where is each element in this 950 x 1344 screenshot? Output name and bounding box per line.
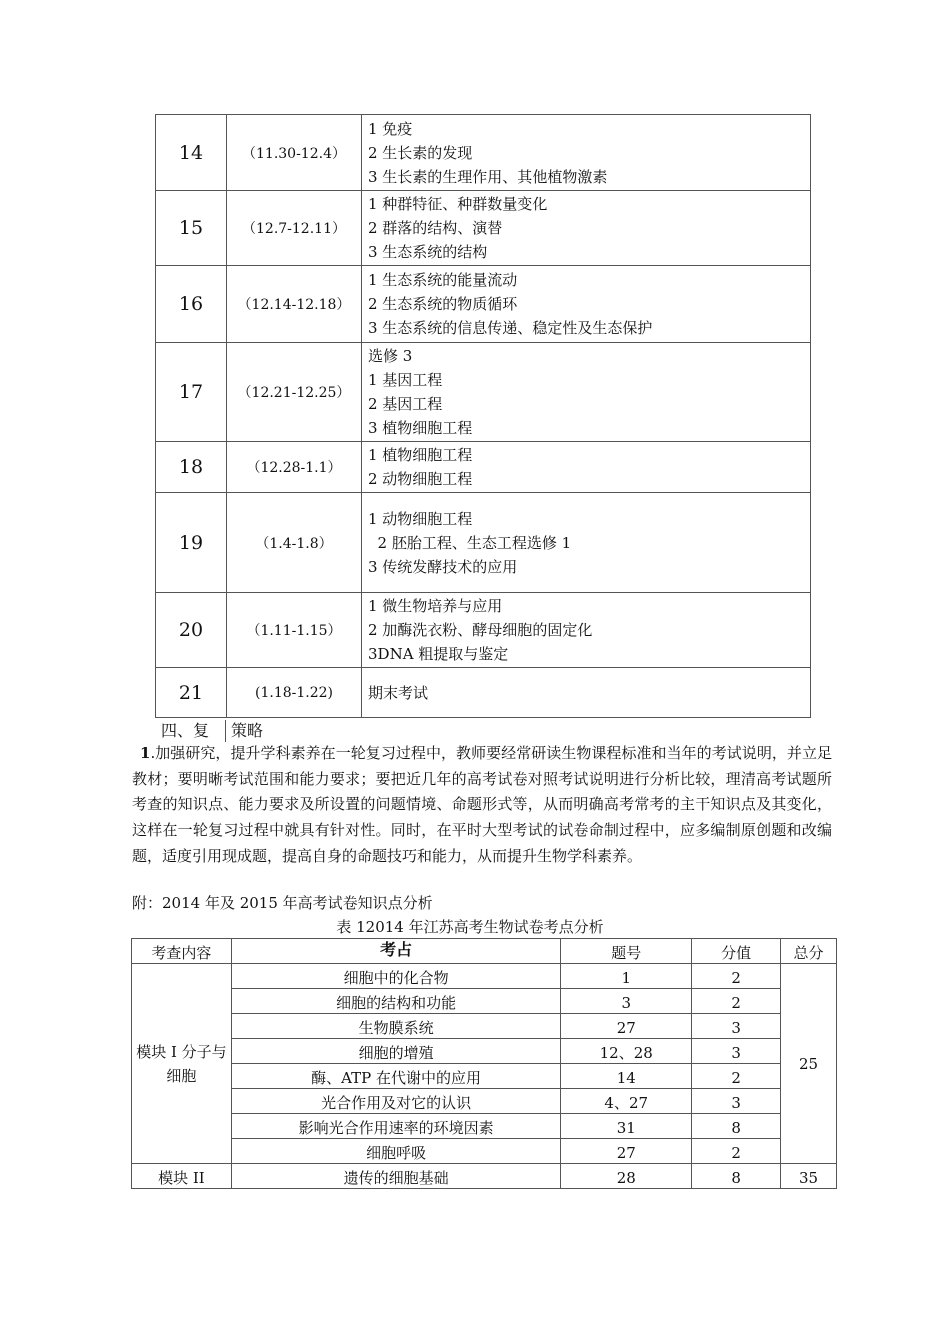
exam-point: 光合作用及对它的认识 <box>231 1089 560 1114</box>
content-line: 1 免疫 <box>368 119 413 138</box>
exam-row <box>132 1164 837 1189</box>
exam-point: 细胞中的化合物 <box>231 964 560 989</box>
strategy-paragraph <box>132 741 832 870</box>
week-number: 16 <box>156 266 227 343</box>
week-number: 17 <box>156 343 227 442</box>
schedule-row <box>156 668 811 718</box>
content-line: 1 基因工程 <box>368 371 443 389</box>
exam-score: 3 <box>692 1039 781 1064</box>
content-line: 1 微生物培养与应用 <box>368 597 503 615</box>
content-line: 3 植物细胞工程 <box>368 419 473 437</box>
exam-row <box>132 1039 837 1064</box>
section-heading-right: 策略 <box>231 721 264 740</box>
exam-row <box>132 964 837 989</box>
appendix-line: 附：2014 年及 2015 年高考试卷知识点分析 <box>132 894 433 912</box>
week-dates: (1.18-1.22) <box>227 668 362 718</box>
week-content <box>362 191 811 266</box>
heading-divider <box>225 720 226 742</box>
week-content <box>362 668 811 718</box>
exam-number: 14 <box>561 1064 692 1089</box>
exam-score: 8 <box>692 1114 781 1139</box>
content-line: 1 种群特征、种群数量变化 <box>368 195 548 213</box>
week-number: 20 <box>156 593 227 668</box>
exam-number: 12、28 <box>561 1039 692 1064</box>
week-dates: （1.11-1.15） <box>227 593 362 668</box>
content-line: 1 生态系统的能量流动 <box>368 271 518 289</box>
exam-score: 2 <box>692 964 781 989</box>
exam-analysis-table <box>131 938 837 1189</box>
exam-point: 细胞的结构和功能 <box>231 989 560 1014</box>
exam-score: 3 <box>692 1089 781 1114</box>
exam-point: 细胞呼吸 <box>231 1139 560 1164</box>
exam-point: 生物膜系统 <box>231 1014 560 1039</box>
week-dates: （12.14-12.18） <box>227 266 362 343</box>
exam-row <box>132 1139 837 1164</box>
exam-number: 27 <box>561 1014 692 1039</box>
header-score: 分值 <box>692 939 781 964</box>
exam-row <box>132 1114 837 1139</box>
schedule-table <box>155 114 811 718</box>
module-total: 25 <box>781 964 837 1164</box>
week-number: 18 <box>156 442 227 493</box>
week-number: 15 <box>156 191 227 266</box>
content-line: 2 群落的结构、演替 <box>368 219 503 237</box>
week-number: 14 <box>156 115 227 191</box>
week-content <box>362 493 811 593</box>
week-number: 21 <box>156 668 227 718</box>
exam-row <box>132 1064 837 1089</box>
exam-number: 28 <box>561 1164 692 1189</box>
week-content <box>362 593 811 668</box>
content-line: 2 基因工程 <box>368 395 443 413</box>
exam-score: 8 <box>692 1164 781 1189</box>
schedule-row <box>156 442 811 493</box>
exam-row <box>132 1089 837 1114</box>
content-line: 1 植物细胞工程 <box>368 446 473 464</box>
exam-score: 2 <box>692 989 781 1014</box>
content-line: 选修 3 <box>368 347 413 365</box>
content-line: 2 胚胎工程、生态工程选修 1 <box>368 533 572 552</box>
table-caption: 表 12014 年江苏高考生物试卷考点分析 <box>336 918 604 936</box>
exam-score: 2 <box>692 1139 781 1164</box>
content-line: 3 生长素的生理作用、其他植物激素 <box>368 167 608 186</box>
exam-point: 影响光合作用速率的环境因素 <box>231 1114 560 1139</box>
exam-row <box>132 989 837 1014</box>
para-number: 1 <box>140 744 151 762</box>
exam-point: 酶、ATP 在代谢中的应用 <box>231 1064 560 1089</box>
exam-number: 31 <box>561 1114 692 1139</box>
module-name: 模块 II <box>132 1164 232 1189</box>
exam-row <box>132 1014 837 1039</box>
week-content <box>362 115 811 191</box>
section-heading <box>155 720 811 742</box>
week-number: 19 <box>156 493 227 593</box>
section-heading-left: 四、复 <box>161 721 210 740</box>
exam-number: 3 <box>561 989 692 1014</box>
week-content <box>362 343 811 442</box>
week-dates: （1.4-1.8） <box>227 493 362 593</box>
module-name: 模块 I 分子与细胞 <box>132 964 232 1164</box>
exam-number: 1 <box>561 964 692 989</box>
schedule-row <box>156 115 811 191</box>
schedule-row <box>156 593 811 668</box>
header-total: 总分 <box>781 939 837 964</box>
content-line: 3 生态系统的信息传递、稳定性及生态保护 <box>368 319 653 337</box>
week-dates: （12.28-1.1） <box>227 442 362 493</box>
content-line: 期末考试 <box>368 683 429 702</box>
header-number: 题号 <box>561 939 692 964</box>
week-content <box>362 266 811 343</box>
schedule-row <box>156 266 811 343</box>
content-line: 3 生态系统的结构 <box>368 243 488 261</box>
content-line: 2 加酶洗衣粉、酵母细胞的固定化 <box>368 621 593 639</box>
content-line: 1 动物细胞工程 <box>368 509 473 528</box>
exam-score: 2 <box>692 1064 781 1089</box>
header-point: 考占 <box>231 939 560 964</box>
schedule-row <box>156 343 811 442</box>
content-line: 2 动物细胞工程 <box>368 470 473 488</box>
exam-point: 细胞的增殖 <box>231 1039 560 1064</box>
para-text: .加强研究，提升学科素养在一轮复习过程中，教师要经常研读生物课程标准和当年的考试说明，并立足教材；要明晰考试范围和能力要求；要把近几年的高考试卷对照考试说明进行分析比较，理清高考试题所考查的知识点、能力要求及所设置的问题情境、命题形式等，从而明确高考常考的主干知识点及其变化，这样在一轮复习过程中就具有针对性。同时，在平时大型考试的试卷命制过程中，应多编制原创题和改编题，适度引用现成题，提高自身的命题技巧和能力，从而提升生物学科素养。 <box>132 744 832 865</box>
content-line: 3DNA 粗提取与鉴定 <box>368 645 509 663</box>
module-total: 35 <box>781 1164 837 1189</box>
content-line: 2 生态系统的物质循环 <box>368 295 518 313</box>
exam-score: 3 <box>692 1014 781 1039</box>
exam-number: 4、27 <box>561 1089 692 1114</box>
schedule-row <box>156 191 811 266</box>
exam-number: 27 <box>561 1139 692 1164</box>
week-dates: （12.7-12.11） <box>227 191 362 266</box>
week-content <box>362 442 811 493</box>
content-line: 2 生长素的发现 <box>368 143 473 162</box>
schedule-row <box>156 493 811 593</box>
week-dates: （12.21-12.25） <box>227 343 362 442</box>
exam-header-row <box>132 939 837 964</box>
week-dates: （11.30-12.4） <box>227 115 362 191</box>
content-line: 3 传统发酵技术的应用 <box>368 557 518 576</box>
exam-point: 遗传的细胞基础 <box>231 1164 560 1189</box>
header-content: 考查内容 <box>132 939 232 964</box>
